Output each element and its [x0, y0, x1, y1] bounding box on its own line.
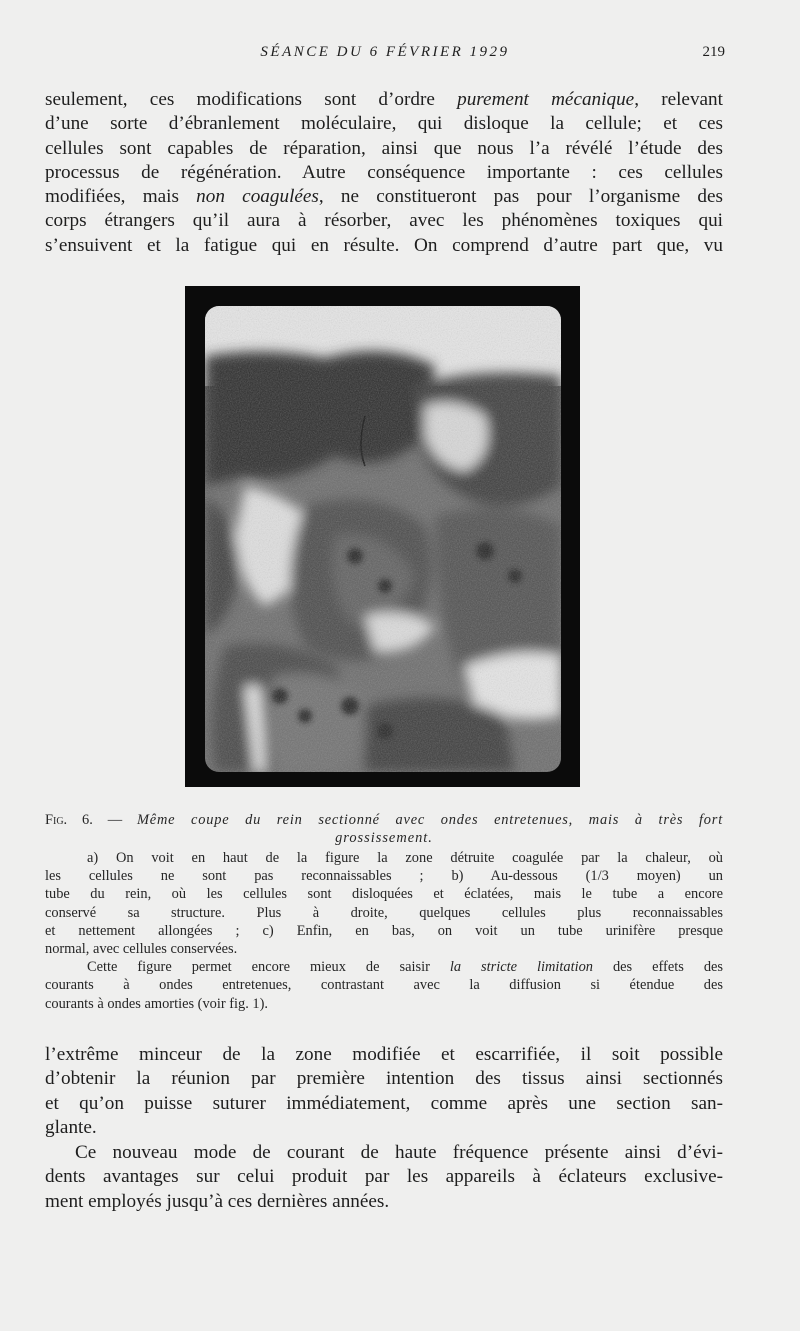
- caption-line: les cellules ne sont pas reconnaissables ; b) Au-dessous (1/3 moyen) un: [45, 868, 723, 885]
- text-line: glante.: [45, 1116, 97, 1138]
- caption-line: et nettement allongées ; c) Enfin, en bas, on voit un tube urinifère presque: [45, 922, 723, 939]
- paragraph-3: [45, 1141, 723, 1214]
- running-title: SÉANCE DU 6 FÉVRIER 1929: [260, 44, 510, 60]
- paragraph-2: [45, 1043, 723, 1140]
- figure-label: Fig. 6.: [45, 812, 93, 828]
- text-line: Ce nouveau mode de courant de haute fréquence présente ainsi d’évi-: [75, 1142, 723, 1163]
- figure-caption-body: [45, 849, 723, 1013]
- caption-line: a) On voit en haut de la figure la zone détruite coagulée par la chaleur, où: [87, 850, 723, 866]
- text-line: l’extrême minceur de la zone modifiée et escarrifiée, il soit possible: [45, 1044, 723, 1065]
- text-line: s’ensuivent et la fatigue qui en résulte. On comprend d’autre part que, vu: [45, 234, 723, 256]
- text-line: corps étrangers qu’il aura à résorber, avec les phénomènes toxiques qui: [45, 210, 723, 232]
- text-line: dents avantages sur celui produit par les appareils à éclateurs exclusive-: [45, 1166, 723, 1188]
- caption-title-text-2: grossissement.: [335, 830, 433, 847]
- text-line: d’obtenir la réunion par première intention des tissus ainsi sectionnés: [45, 1068, 723, 1090]
- caption-title-text: Même coupe du rein sectionné avec ondes entretenues, mais à très fort: [137, 812, 723, 828]
- text-line: cellules sont capables de réparation, ainsi que nous l’a révélé l’étude des: [45, 137, 723, 159]
- text-line: seulement, ces modifications sont d’ordre purement mécanique, relevant: [45, 89, 723, 110]
- micrograph-image: [185, 286, 580, 787]
- caption-line: courants à ondes amorties (voir fig. 1).: [45, 995, 268, 1012]
- paragraph-1: [45, 88, 723, 258]
- caption-line: Cette figure permet encore mieux de saisir la stricte limitation des effets des: [87, 959, 724, 976]
- running-head: [45, 44, 725, 68]
- caption-line: tube du rein, où les cellules sont disloquées et éclatées, mais le tube a encore: [45, 886, 723, 903]
- caption-line: normal, avec cellules conservées.: [45, 941, 238, 958]
- figure-caption-title: Fig. 6. — Même coupe du rein sectionné avec ondes entretenues, mais à très fort grossissement.: [45, 812, 723, 847]
- caption-line: courants à ondes entretenues, contrastant avec la diffusion si étendue des: [45, 977, 723, 994]
- text-line: processus de régénération. Autre conséquence importante : ces cellules: [45, 161, 723, 183]
- caption-line: conservé sa structure. Plus à droite, quelques cellules plus reconnaissables: [45, 904, 723, 921]
- text-line: et qu’on puisse suturer immédiatement, comme après une section san-: [45, 1092, 723, 1114]
- text-line: d’une sorte d’ébranlement moléculaire, qui disloque la cellule; et ces: [45, 113, 723, 135]
- text-line: modifiées, mais non coagulées, ne constitueront pas pour l’organisme des: [45, 186, 723, 208]
- text-line: ment employés jusqu’à ces dernières années.: [45, 1190, 390, 1212]
- micrograph-figure: [185, 286, 580, 787]
- page-number: 219: [702, 44, 725, 60]
